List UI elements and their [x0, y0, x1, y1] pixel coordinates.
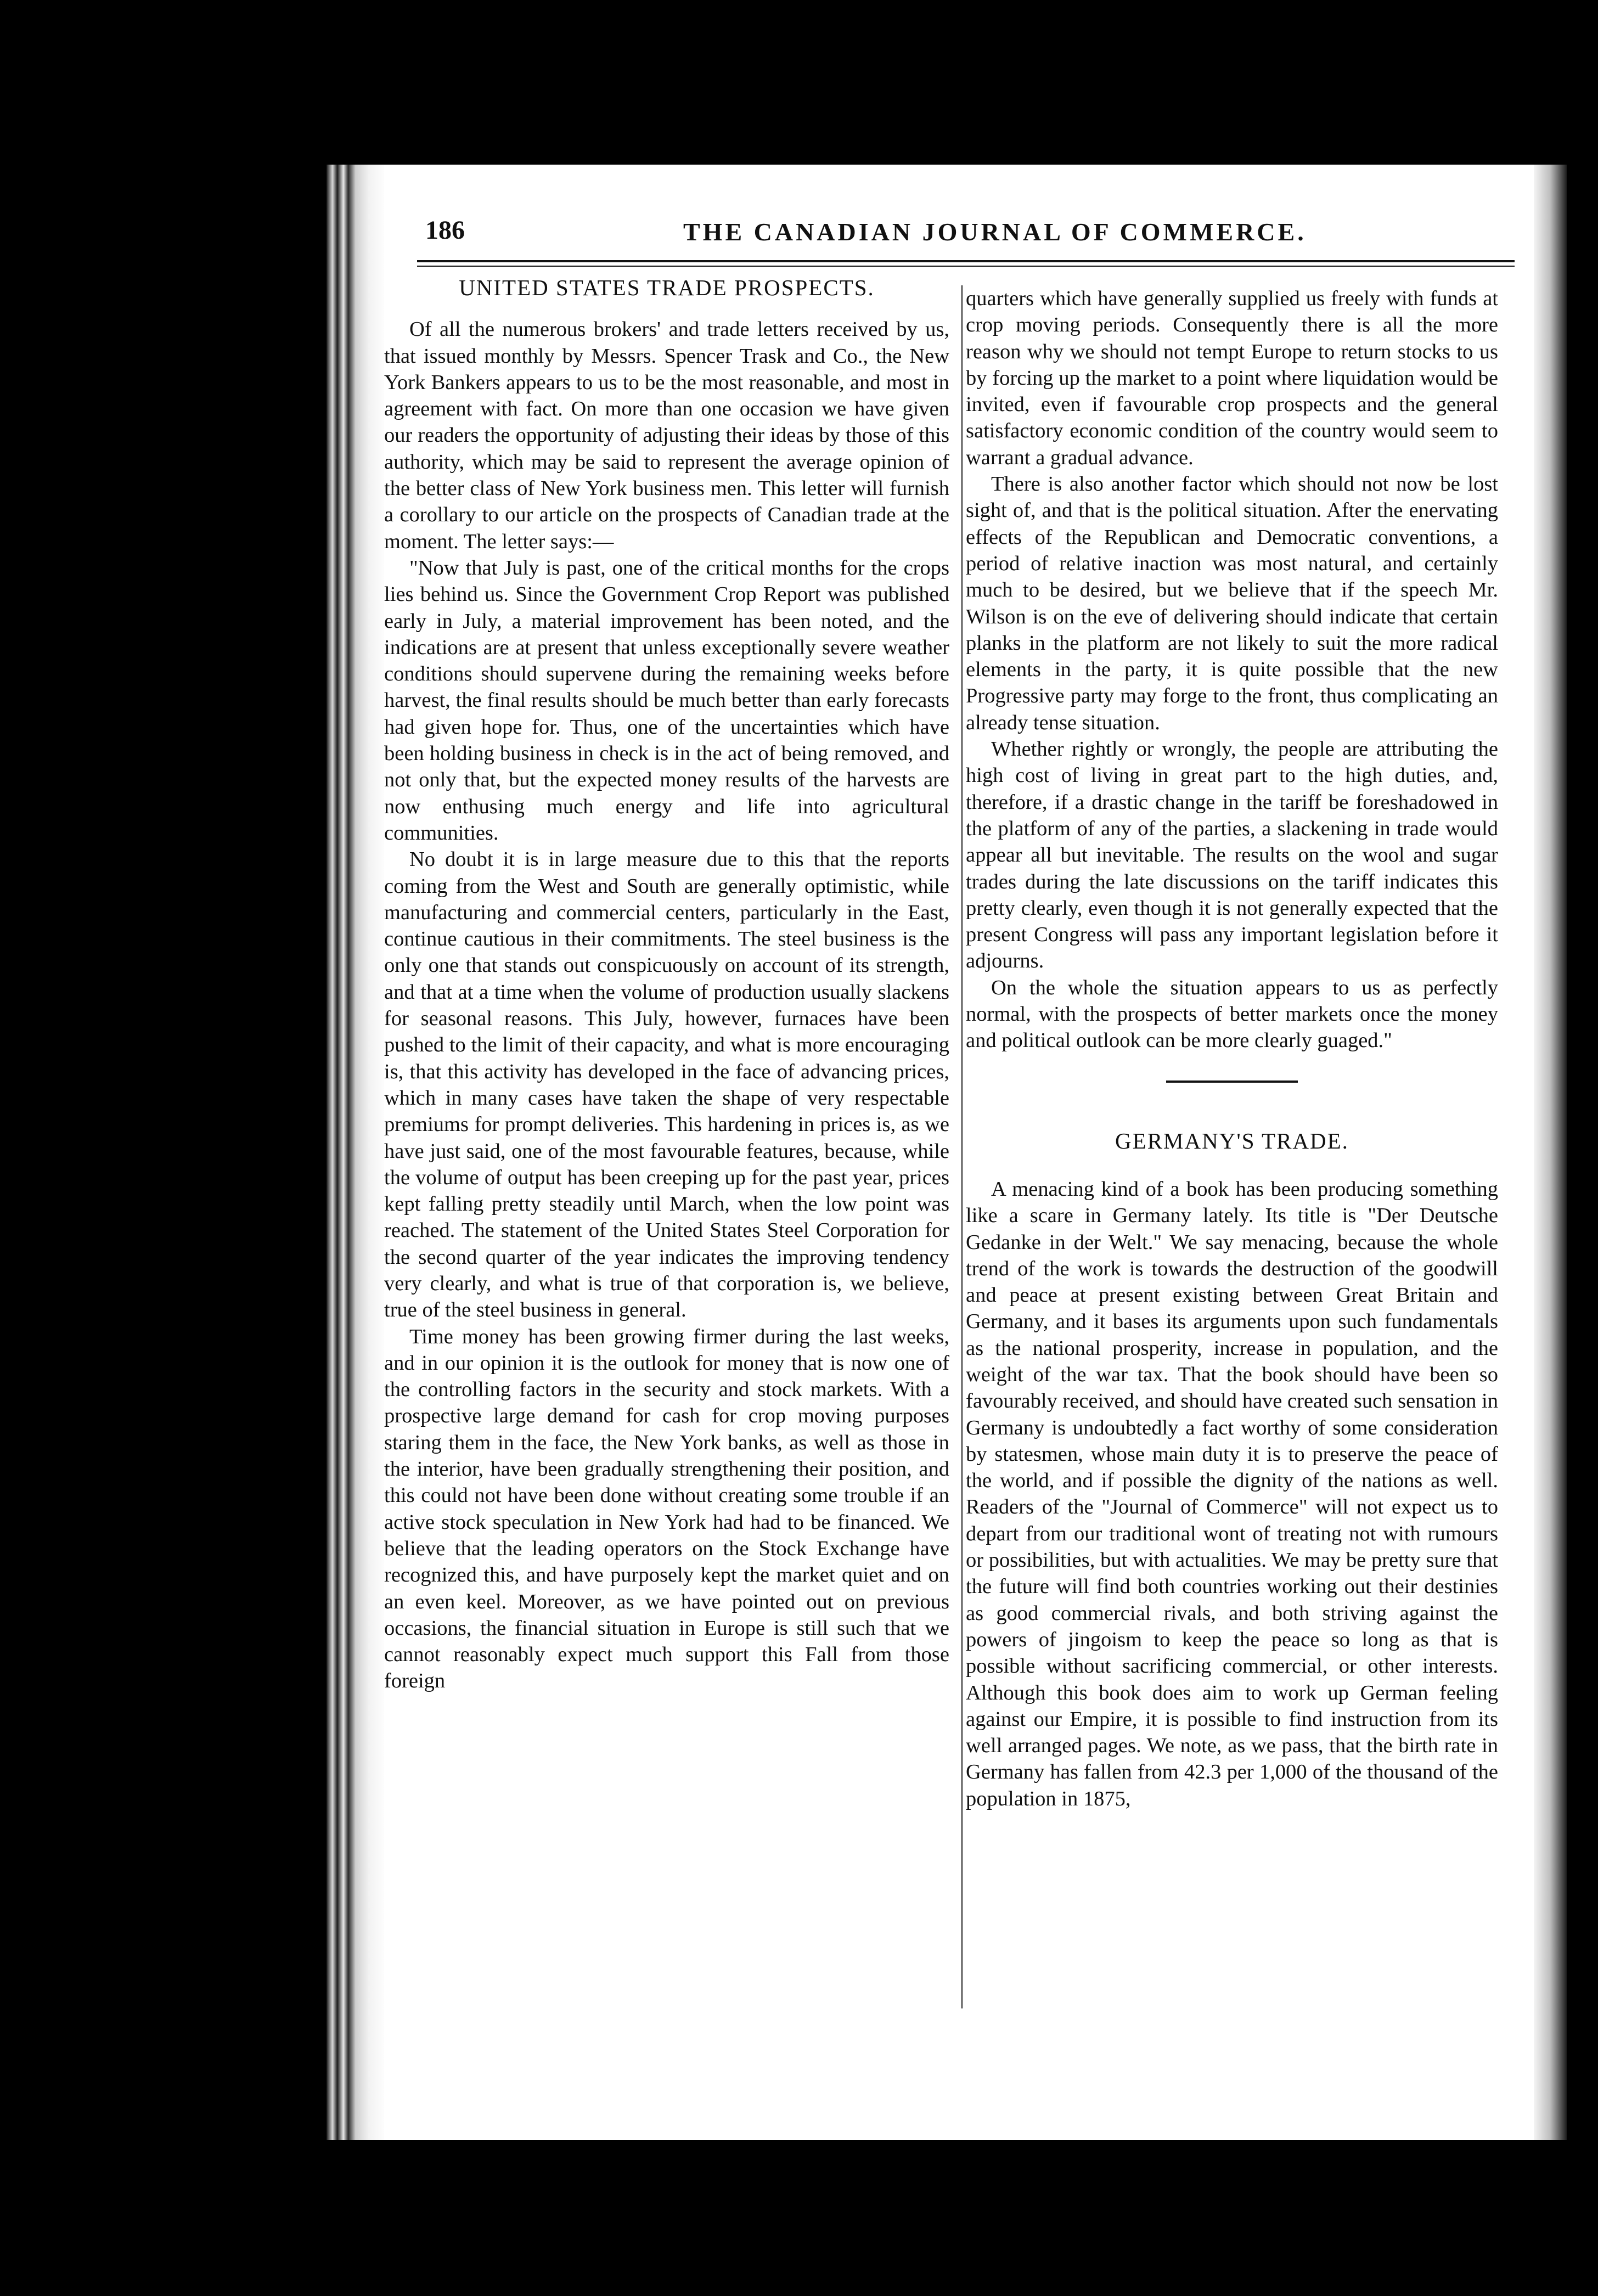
page-gutter	[327, 165, 387, 2140]
article-paragraph: Time money has been growing firmer during the last weeks, and in our opinion it is the outlook for money that is now one of the controlling factors in the security and stock markets. With a prospective large demand for cash for crop moving purposes staring them in the face, the New York banks, as well as those in the interior, have been gradually strengthening their position, and this could not have been done without creating some trouble if an active stock speculation in New York had had to be financed. We believe that the leading operators on the Stock Exchange have recognized this, and have purposely kept the market quiet and on an even keel. Moreover, as we have pointed out on previous occasions, the financial situation in Europe is still such that we cannot reasonably expect much support this Fall from those foreign	[384, 1325, 949, 1693]
article-paragraph: On the whole the situation appears to us as perfectly normal, with the prospects of better markets once the money and political outlook can be more clearly guaged."	[966, 976, 1498, 1053]
article-paragraph: Whether rightly or wrongly, the people are attributing the high cost of living in great part to the high duties, and, therefore, if a drastic change in the tariff be foreshadowed in the platform of any of the parties, a slackening in trade would appear all but inevitable. The results on the wool and sugar trades during the late discussions on the tariff indicates this pretty clearly, even though it is not generally expected that the present Congress will pass any important legislation before it adjourns.	[966, 738, 1498, 973]
article-paragraph: A menacing kind of a book has been producing something like a scare in Germany lately. Its title is "Der Deutsche Gedanke in der Welt." We say menacing, because the whole trend of the work is towards the destruction of the goodwill and peace at present existing between Great Britain and Germany, and it bases its arguments upon such fundamentals as the national prosperity, increase in population, and the weight of the war tax. That the book should have been so favourably received, and should have created such sensation in Germany is undoubtedly a fact worthy of some consideration by statesmen, whose main duty it is to preserve the peace of the world, and if possible the dignity of the nations as well. Readers of the "Journal of Commerce" will not expect us to depart from our traditional wont of treating not with rumours or possibilities, but with actualities. We may be pretty sure that the future will find both countries working out their destinies as good commercial rivals, and both striving against the powers of jingoism to keep the peace so long as that is possible without sacrificing commercial, or other interests. Although this book does aim to work up German feeling against our Empire, it is possible to find instruction from its well arranged pages. We note, as we pass, that the birth rate in Germany has fallen from 42.3 per 1,000 of the thousand of the population in 1875,	[966, 1177, 1498, 1810]
article-paragraph: No doubt it is in large measure due to this that the reports coming from the West and South are generally optimistic, while manufacturing and commercial centers, particularly in the East, continue cautious in their commitments. The steel business is the only one that stands out conspicuously on account of its strength, and that at a time when the volume of production usually slackens for seasonal reasons. This July, however, furnaces have been pushed to the limit of their capacity, and what is more encouraging is, that this activity has developed in the face of advancing prices, which in many cases have taken the shape of very respectable premiums for prompt deliveries. This hardening in prices is, as we have just said, one of the most favourable features, because, while the volume of output has been creeping up for the past year, prices kept falling pretty steadily until March, when the low point was reached. The statement of the United States Steel Corporation for the second quarter of the year indicates the improving tendency very clearly, and what is true of that corporation is, we believe, true of the steel business in general.	[384, 848, 949, 1322]
column-divider	[961, 285, 963, 2008]
article-title: UNITED STATES TRADE PROSPECTS.	[459, 275, 875, 300]
section-divider	[1166, 1081, 1298, 1083]
article-paragraph: "Now that July is past, one of the critical months for the crops lies behind us. Since the Government Crop Report was published early in July, a material improvement has been noted, and the indications are at present that unless exceptionally severe weather conditions should supervene during the remaining weeks before harvest, the final results should be much better than early forecasts had given hope for. Thus, one of the uncertainties which have been holding business in check is in the act of being removed, and not only that, but the expected money results of the harvests are now enthusing much energy and life into agricultural communities.	[384, 556, 949, 845]
article-paragraph: Of all the numerous brokers' and trade letters received by us, that issued monthly by Messrs. Spencer Trask and Co., the New York Bankers appears to us to be the most reasonable, and most in agreement with fact. On more than one occasion we have given our readers the opportunity of adjusting their ideas by those of this authority, which may be said to represent the average opinion of the better class of New York business men. This letter will furnish a corollary to our article on the prospects of Canadian trade at the moment. The letter says:—	[384, 318, 949, 553]
running-title: THE CANADIAN JOURNAL OF COMMERCE.	[683, 218, 1307, 246]
article-paragraph: There is also another factor which should not now be lost sight of, and that is the political situation. After the enervating effects of the Republican and Democratic conventions, a period of relative inaction was most natural, and certainly much to be desired, but we believe that if the speech Mr. Wilson is on the eve of delivering should indicate that certain planks in the platform are not likely to suit the more radical elements in the party, it is quite possible that the new Progressive party may forge to the front, thus complicating an already tense situation.	[966, 472, 1498, 734]
page-number: 186	[425, 216, 465, 245]
left-column	[384, 274, 949, 1695]
page-edge	[1534, 165, 1567, 2140]
right-column	[966, 285, 1498, 1812]
header-rule-bottom	[417, 266, 1515, 267]
header-rule-top	[417, 260, 1515, 262]
article-paragraph: quarters which have generally supplied us freely with funds at crop moving periods. Consequently there is all the more reason why we should not tempt Europe to return stocks to us by forcing up the market to a point where liquidation would be invited, even if favourable crop prospects and the general satisfactory economic condition of the country would seem to warrant a gradual advance.	[966, 287, 1498, 469]
article-title: GERMANY'S TRADE.	[1115, 1128, 1349, 1153]
